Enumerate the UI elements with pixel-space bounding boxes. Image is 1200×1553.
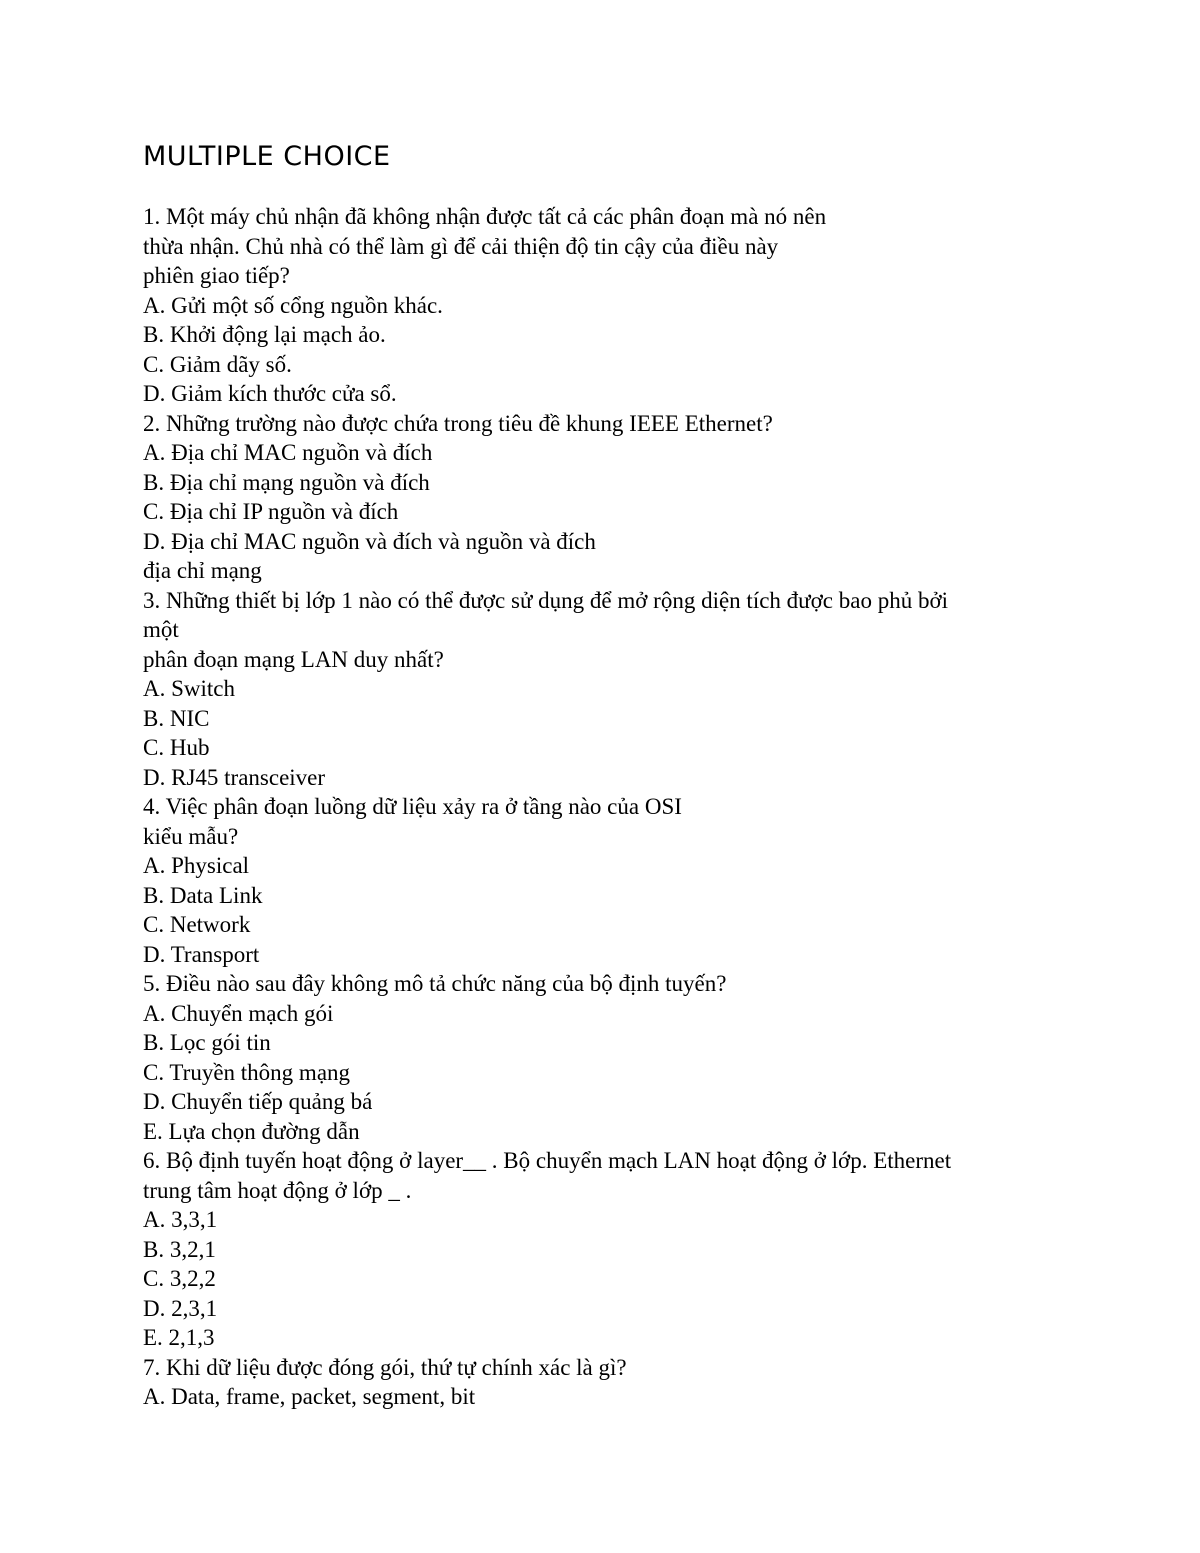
text-line: 3. Những thiết bị lớp 1 nào có thể được sử dụng để mở rộng diện tích được bao phủ bởi [143,587,949,613]
text-line: phân đoạn mạng LAN duy nhất? [143,646,444,672]
text-line: A. Chuyển mạch gói [143,1000,334,1026]
question-list [143,202,1043,1412]
text-line: C. Hub [143,735,210,760]
text-line: một [143,617,179,642]
text-line: D. RJ45 transceiver [143,764,326,790]
text-line: B. Data Link [143,882,263,908]
page-heading: MULTIPLE CHOICE [143,141,391,172]
text-line: 4. Việc phân đoạn luồng dữ liệu xảy ra ở tầng nào của OSI [143,794,682,819]
text-line: B. 3,2,1 [143,1236,216,1262]
text-line: 5. Điều nào sau đây không mô tả chức năng của bộ định tuyến? [143,971,727,996]
text-line: 7. Khi dữ liệu được đóng gói, thứ tự chính xác là gì? [143,1354,627,1380]
text-line: C. 3,2,2 [143,1266,216,1291]
text-line: thừa nhận. Chủ nhà có thể làm gì để cải thiện độ tin cậy của điều này [143,233,779,259]
text-line: phiên giao tiếp? [143,263,290,288]
text-line: B. Lọc gói tin [143,1030,271,1055]
text-line: trung tâm hoạt động ở lớp _ . [143,1177,412,1203]
text-line: A. 3,3,1 [143,1207,218,1232]
text-line: địa chỉ mạng [143,558,262,583]
text-line: D. Chuyển tiếp quảng bá [143,1089,373,1114]
text-line: A. Gửi một số cổng nguồn khác. [143,292,443,318]
text-line: C. Network [143,912,251,937]
text-line: 1. Một máy chủ nhận đã không nhận được tất cả các phân đoạn mà nó nên [143,204,827,229]
text-line: D. Transport [143,941,260,967]
text-line: A. Switch [143,676,235,701]
text-line: kiểu mẫu? [143,823,239,849]
text-line: B. Khởi động lại mạch ảo. [143,322,386,347]
text-line: C. Địa chỉ IP nguồn và đích [143,499,399,524]
text-line: B. NIC [143,705,210,731]
text-line: A. Địa chỉ MAC nguồn và đích [143,440,433,465]
text-line: C. Truyền thông mạng [143,1059,351,1085]
text-line: A. Physical [143,853,250,878]
text-line: B. Địa chỉ mạng nguồn và đích [143,469,430,495]
text-line: E. Lựa chọn đường dẫn [143,1118,360,1144]
text-line: A. Data, frame, packet, segment, bit [143,1384,476,1409]
text-line: E. 2,1,3 [143,1325,215,1350]
text-line: C. Giảm dãy số. [143,351,292,377]
text-line: 2. Những trường nào được chứa trong tiêu đề khung IEEE Ethernet? [143,410,773,436]
text-line: D. Giảm kích thước cửa sổ. [143,381,397,406]
text-line: 6. Bộ định tuyến hoạt động ở layer__ . Bộ chuyển mạch LAN hoạt động ở lớp. Ethernet [143,1148,952,1173]
text-line: D. 2,3,1 [143,1295,218,1321]
text-line: D. Địa chỉ MAC nguồn và đích và nguồn và đích [143,528,596,554]
